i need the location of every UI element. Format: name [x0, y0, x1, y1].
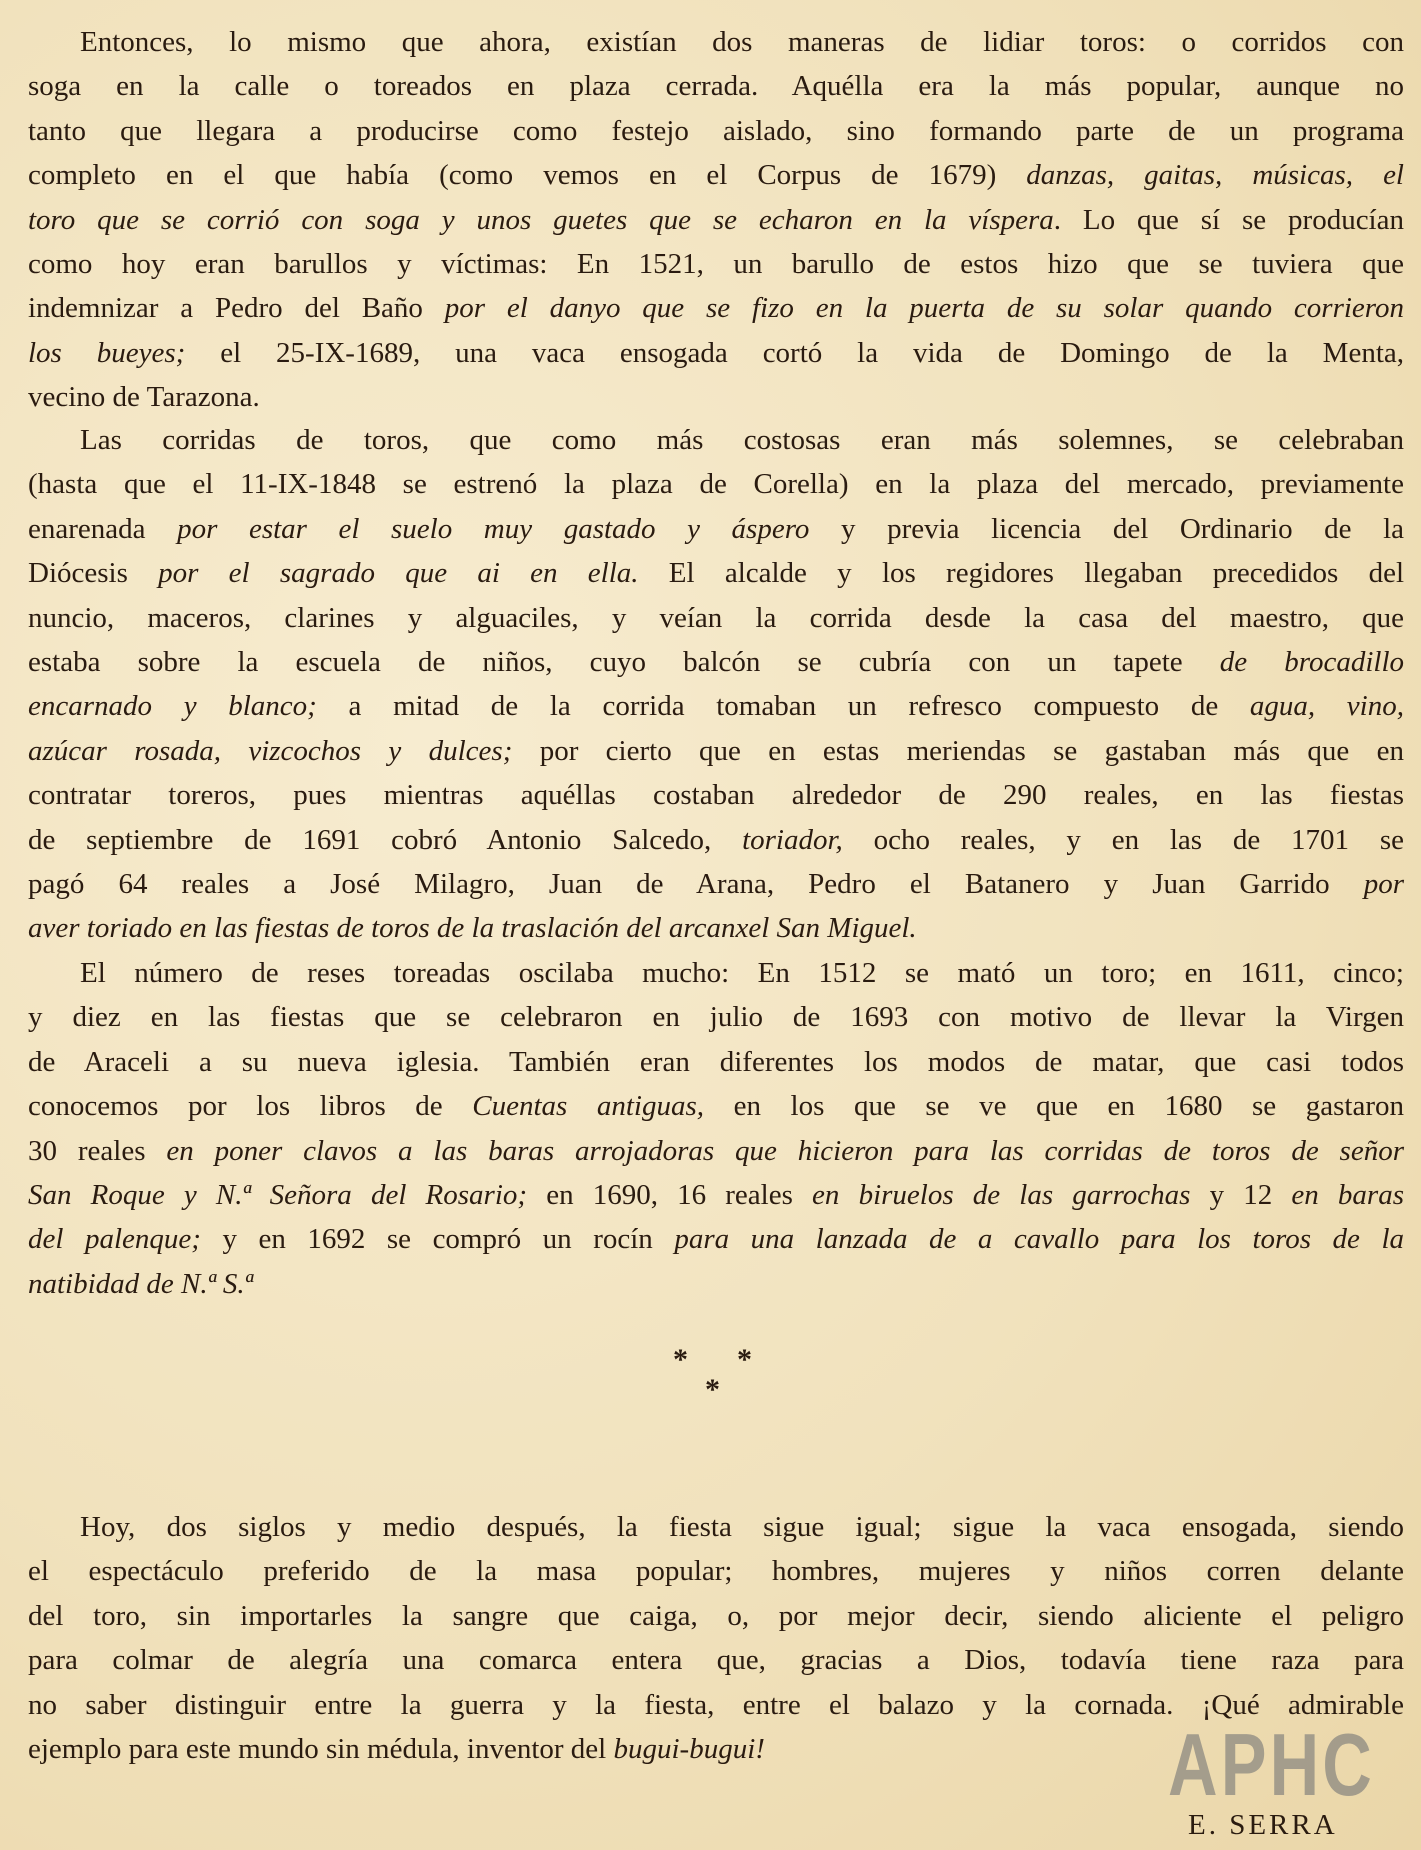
text-line [28, 1040, 1404, 1084]
paragraph [28, 951, 1404, 1306]
italic-quote: los bueyes; [28, 336, 186, 369]
text-run: indemnizar a Pedro del Baño [28, 292, 445, 325]
text-line [28, 242, 1404, 286]
italic-quote: agua, vino, [1249, 690, 1404, 723]
italic-quote: del palenque; [28, 1223, 201, 1256]
italic-quote: por el sagrado que ai en ella. [158, 557, 639, 590]
paragraph [28, 20, 1404, 420]
text-run: por cierto que en estas meriendas se gastaban más que en [512, 734, 1404, 767]
text-run: en 1690, 16 reales [527, 1178, 813, 1211]
text-run: y en 1692 se compró un rocín [200, 1223, 675, 1256]
italic-quote: danzas, gaitas, músicas, el [1026, 159, 1404, 192]
text-line [28, 1129, 1404, 1173]
text-run: ejemplo para este mundo sin médula, inventor del [28, 1732, 614, 1765]
italic-quote: encarnado y blanco; [28, 690, 317, 723]
text-line [28, 375, 1404, 419]
section-separator [665, 1345, 765, 1405]
italic-quote: aver toriado en las fiestas de toros de la traslación del arcanxel San Miguel. [28, 912, 917, 945]
text-line [28, 153, 1404, 197]
italic-quote: para una lanzada de a cavallo para los toros de la [674, 1223, 1405, 1256]
text-run: en los que se ve que en 1680 se gastaron [704, 1090, 1404, 1123]
text-line [28, 729, 1404, 773]
text-run: de Araceli a su nueva iglesia. También eran diferentes los modos de matar, que casi todos [28, 1045, 1404, 1078]
italic-quote: azúcar rosada, vizcochos y dulces; [28, 734, 513, 767]
italic-quote: por el danyo que se fizo en la puerta de su solar quando corrieron [444, 292, 1404, 325]
text-line [28, 198, 1404, 242]
text-run: Las corridas de toros, que como más costosas eran más solemnes, se celebraban [80, 424, 1404, 456]
italic-quote: por estar el suelo muy gastado y áspero [177, 512, 810, 545]
text-line [28, 995, 1404, 1039]
italic-quote: en baras [1291, 1178, 1404, 1211]
text-line [28, 862, 1404, 906]
text-line [28, 1638, 1404, 1682]
text-run: pagó 64 reales a José Milagro, Juan de Arana, Pedro el Batanero y Juan Garrido [28, 867, 1364, 900]
author-signature: E. SERRA [1188, 1809, 1338, 1841]
text-run: contratar toreros, pues mientras aquéllas costaban alrededor de 290 reales, en las fiestas [28, 779, 1404, 812]
text-run: El alcalde y los regidores llegaban precedidos del [638, 557, 1405, 590]
text-line [28, 773, 1404, 817]
text-line [28, 1217, 1404, 1261]
text-line [28, 551, 1404, 595]
text-run: ocho reales, y en las de 1701 se [842, 823, 1404, 856]
italic-quote: natibidad de N.ª S.ª [28, 1267, 253, 1300]
text-run: no saber distinguir entre la guerra y la fiesta, entre el balazo y la cornada. ¡Qué admirable [28, 1688, 1404, 1721]
text-line [28, 1173, 1404, 1217]
text-line [28, 1262, 1404, 1306]
text-run: El número de reses toreadas oscilaba mucho: En 1512 se mató un toro; en 1611, cinco; [80, 957, 1404, 989]
text-run: de septiembre de 1691 cobró Antonio Salcedo, [28, 823, 743, 856]
text-line [28, 1549, 1404, 1593]
text-run: estaba sobre la escuela de niños, cuyo balcón se cubría con un tapete [28, 645, 1220, 678]
italic-quote: toro que se corrió con soga y unos guetes que se echaron en la víspera [28, 203, 1054, 236]
italic-quote: Cuentas antiguas, [472, 1090, 705, 1123]
text-run: completo en el que había (como vemos en el Corpus de 1679) [28, 159, 1027, 192]
text-line [28, 64, 1404, 108]
asterisk: * [673, 1343, 688, 1376]
italic-quote: en biruelos de las garrochas [812, 1178, 1191, 1211]
text-line [28, 418, 1404, 462]
text-run: a mitad de la corrida tomaban un refresco compuesto de [316, 690, 1250, 723]
paragraph [28, 418, 1404, 951]
text-run: nuncio, maceros, clarines y alguaciles, y veían la corrida desde la casa del maestro, que [28, 601, 1404, 634]
text-line [28, 640, 1404, 684]
text-line [28, 286, 1404, 330]
text-line [28, 1084, 1404, 1128]
italic-quote: San Roque y N.ª Señora del Rosario; [28, 1178, 528, 1211]
text-run: Entonces, lo mismo que ahora, existían dos maneras de lidiar toros: o corridos con [80, 26, 1404, 58]
text-run: el espectáculo preferido de la masa popular; hombres, mujeres y niños corren delante [28, 1555, 1404, 1588]
text-run: conocemos por los libros de [28, 1090, 473, 1123]
text-run: . Lo que sí se producían [1053, 203, 1404, 236]
text-run: para colmar de alegría una comarca entera que, gracias a Dios, todavía tiene raza para [28, 1644, 1404, 1677]
text-run: tanto que llegara a producirse como festejo aislado, sino formando parte de un programa [28, 114, 1404, 147]
text-run: y diez en las fiestas que se celebraron en julio de 1693 con motivo de llevar la Virgen [28, 1001, 1404, 1034]
text-run: del toro, sin importarles la sangre que caiga, o, por mejor decir, siendo aliciente el peligro [28, 1599, 1404, 1632]
text-run: vecino de Tarazona. [28, 381, 260, 414]
text-run: (hasta que el 11-IX-1848 se estrenó la plaza de Corella) en la plaza del mercado, previamente [28, 468, 1404, 501]
text-run: Diócesis [28, 557, 159, 590]
text-run: y previa licencia del Ordinario de la [809, 512, 1405, 545]
text-line [28, 1505, 1404, 1549]
asterisk: * [737, 1343, 752, 1376]
text-line [28, 331, 1404, 375]
text-run: 30 reales [28, 1134, 167, 1167]
watermark-logo: APHC [1168, 1731, 1375, 1799]
italic-quote: bugui-bugui! [613, 1732, 765, 1765]
text-run: enarenada [28, 512, 178, 545]
asterisk: * [705, 1373, 720, 1406]
text-line [28, 1594, 1404, 1638]
text-line [28, 951, 1404, 995]
text-run: soga en la calle o toreados en plaza cerrada. Aquélla era la más popular, aunque no [28, 70, 1404, 103]
text-line [28, 462, 1404, 506]
italic-quote: en poner clavos a las baras arrojadoras que hicieron para las corridas de toros de señor [166, 1134, 1404, 1167]
text-line [28, 684, 1404, 728]
text-line [28, 818, 1404, 862]
italic-quote: toriador, [742, 823, 843, 856]
text-run: Hoy, dos siglos y medio después, la fiesta sigue igual; sigue la vaca ensogada, siendo [80, 1511, 1404, 1543]
text-line [28, 906, 1404, 950]
text-line [28, 596, 1404, 640]
text-run: el 25-IX-1689, una vaca ensogada cortó la vida de Domingo de la Menta, [185, 336, 1404, 369]
text-line [28, 1683, 1404, 1727]
italic-quote: por [1363, 867, 1404, 900]
italic-quote: de brocadillo [1219, 645, 1404, 678]
text-line [28, 20, 1404, 64]
text-line [28, 109, 1404, 153]
text-line [28, 507, 1404, 551]
text-run: y 12 [1190, 1178, 1292, 1211]
text-run: como hoy eran barullos y víctimas: En 1521, un barullo de estos hizo que se tuviera que [28, 247, 1404, 280]
